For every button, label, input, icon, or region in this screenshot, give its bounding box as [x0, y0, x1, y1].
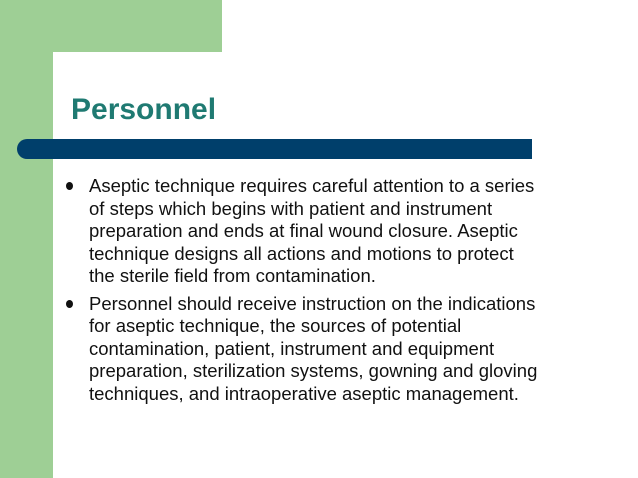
bullet-text-line: techniques, and intraoperative aseptic management. [89, 382, 519, 404]
bullet-text-line: for aseptic technique, the sources of potential [89, 315, 462, 336]
bullet-dot-icon [66, 300, 73, 308]
bullet-text-line: preparation and ends at final wound closure. Aseptic [89, 220, 518, 241]
left-accent-band [0, 0, 53, 478]
bullet-text-line: the sterile field from contamination. [89, 265, 376, 286]
bullet-text-line: preparation, sterilization systems, gowning and gloving [89, 360, 538, 381]
bullet-text-line: of steps which begins with patient and instrument [89, 197, 493, 219]
slide-title: Personnel [71, 93, 217, 126]
bullet-item [66, 293, 626, 406]
bullet-dot-icon [66, 182, 73, 190]
bullet-list [66, 175, 626, 405]
bullet-text-line: Aseptic technique requires careful attention to a series [89, 175, 535, 196]
bullet-text-line: contamination, patient, instrument and equipment [89, 337, 495, 359]
bullet-text-line: technique designs all actions and motions to protect [89, 242, 514, 264]
bullet-item [66, 175, 626, 288]
top-accent-block [0, 0, 222, 52]
bullet-text-line: Personnel should receive instruction on the indications [89, 292, 536, 314]
title-underline-bar [17, 139, 532, 159]
